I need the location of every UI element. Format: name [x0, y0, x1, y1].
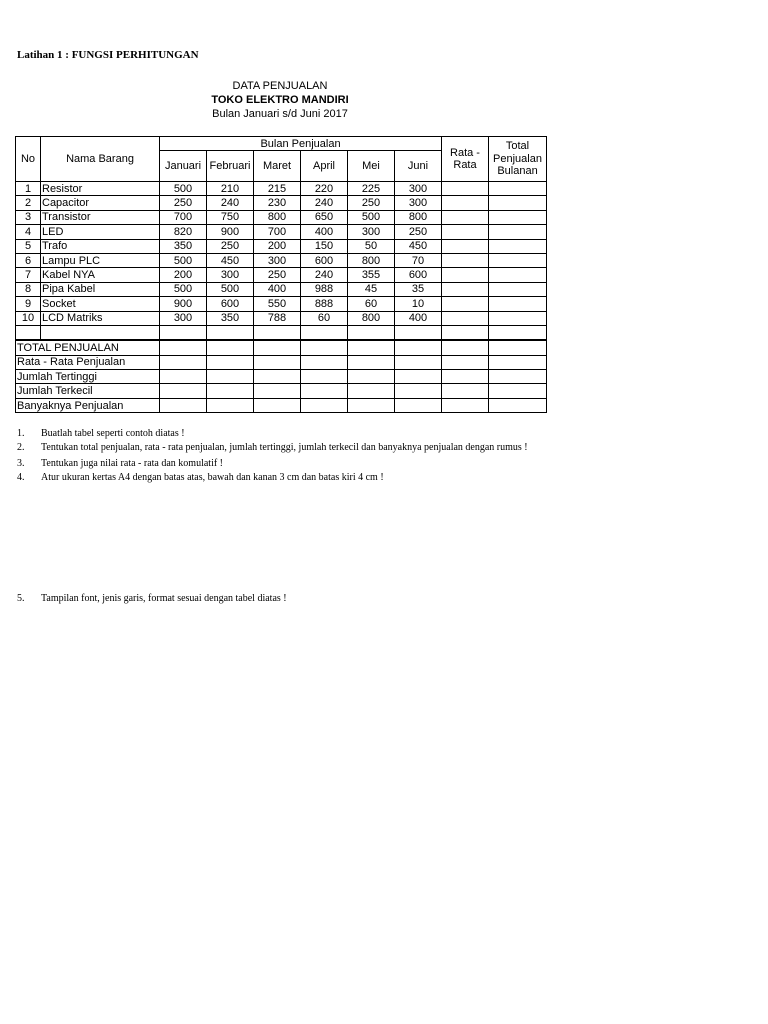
empty-cell: [489, 398, 547, 412]
summary-row: [16, 398, 547, 412]
empty-cell: [442, 340, 489, 355]
cell-nama-barang: Resistor: [41, 182, 160, 196]
header-month: Juni: [395, 151, 442, 182]
cell-sales-value: 400: [254, 282, 301, 296]
instruction-text: Tentukan juga nilai rata - rata dan komulatif !: [41, 458, 224, 469]
summary-label: Rata - Rata Penjualan: [16, 355, 160, 369]
empty-cell: [301, 355, 348, 369]
summary-label: TOTAL PENJUALAN: [16, 340, 160, 355]
cell-total: [489, 196, 547, 210]
summary-row: [16, 340, 547, 355]
title-line-2: TOKO ELEKTRO MANDIRI: [211, 94, 349, 106]
cell-sales-value: 400: [301, 225, 348, 239]
cell-sales-value: 800: [348, 253, 395, 267]
empty-cell: [254, 370, 301, 384]
cell-rata-rata: [442, 253, 489, 267]
cell-sales-value: 500: [207, 282, 254, 296]
cell-sales-value: 250: [254, 268, 301, 282]
empty-cell: [395, 398, 442, 412]
cell-sales-value: 250: [207, 239, 254, 253]
header-month: Februari: [207, 151, 254, 182]
cell-sales-value: 788: [254, 311, 301, 325]
cell-rata-rata: [442, 239, 489, 253]
empty-cell: [160, 384, 207, 398]
cell-total: [489, 210, 547, 224]
summary-row: [16, 384, 547, 398]
cell-sales-value: 888: [301, 297, 348, 311]
cell-no: 8: [16, 282, 41, 296]
cell-total: [489, 182, 547, 196]
cell-sales-value: 650: [301, 210, 348, 224]
cell-no: 1: [16, 182, 41, 196]
cell-nama-barang: LCD Matriks: [41, 311, 160, 325]
header-month: Januari: [160, 151, 207, 182]
empty-cell: [348, 325, 395, 340]
cell-sales-value: 60: [348, 297, 395, 311]
cell-sales-value: 700: [254, 225, 301, 239]
cell-sales-value: 240: [301, 268, 348, 282]
empty-cell: [207, 398, 254, 412]
cell-sales-value: 300: [160, 311, 207, 325]
empty-cell: [160, 398, 207, 412]
instruction-text: Buatlah tabel seperti contoh diatas !: [41, 428, 185, 439]
empty-cell: [489, 370, 547, 384]
cell-sales-value: 700: [160, 210, 207, 224]
table-row: [16, 268, 547, 282]
summary-label: Jumlah Terkecil: [16, 384, 160, 398]
cell-rata-rata: [442, 268, 489, 282]
summary-row: [16, 355, 547, 369]
header-no: No: [16, 137, 41, 182]
instruction-number: 4.: [17, 472, 25, 483]
cell-sales-value: 300: [348, 225, 395, 239]
empty-cell: [254, 325, 301, 340]
cell-sales-value: 988: [301, 282, 348, 296]
title-line-3: Bulan Januari s/d Juni 2017: [212, 108, 348, 120]
empty-cell: [348, 340, 395, 355]
empty-cell: [301, 370, 348, 384]
cell-total: [489, 239, 547, 253]
cell-sales-value: 800: [395, 210, 442, 224]
cell-no: 7: [16, 268, 41, 282]
instruction-text: Tentukan total penjualan, rata - rata penjualan, jumlah tertinggi, jumlah terkecil dan banyaknya penjualan dengan rumus !: [41, 442, 528, 453]
empty-cell: [395, 340, 442, 355]
cell-no: 6: [16, 253, 41, 267]
empty-cell: [301, 325, 348, 340]
cell-sales-value: 300: [395, 182, 442, 196]
cell-sales-value: 450: [395, 239, 442, 253]
empty-cell: [301, 384, 348, 398]
cell-sales-value: 500: [160, 282, 207, 296]
cell-nama-barang: Socket: [41, 297, 160, 311]
table-row: [16, 239, 547, 253]
cell-no: 3: [16, 210, 41, 224]
cell-sales-value: 215: [254, 182, 301, 196]
cell-sales-value: 600: [207, 297, 254, 311]
cell-no: 9: [16, 297, 41, 311]
empty-cell: [442, 398, 489, 412]
cell-nama-barang: Trafo: [41, 239, 160, 253]
empty-cell: [489, 355, 547, 369]
cell-nama-barang: Transistor: [41, 210, 160, 224]
summary-label: Jumlah Tertinggi: [16, 370, 160, 384]
instruction-number: 5.: [17, 593, 25, 604]
cell-sales-value: 800: [254, 210, 301, 224]
cell-sales-value: 210: [207, 182, 254, 196]
cell-nama-barang: Kabel NYA: [41, 268, 160, 282]
cell-sales-value: 60: [301, 311, 348, 325]
instruction-number: 3.: [17, 458, 25, 469]
cell-sales-value: 225: [348, 182, 395, 196]
cell-nama-barang: Pipa Kabel: [41, 282, 160, 296]
instruction-text: Atur ukuran kertas A4 dengan batas atas, bawah dan kanan 3 cm dan batas kiri 4 cm !: [41, 472, 384, 483]
empty-cell: [160, 325, 207, 340]
empty-cell: [254, 355, 301, 369]
cell-sales-value: 500: [348, 210, 395, 224]
cell-sales-value: 45: [348, 282, 395, 296]
empty-cell: [41, 325, 160, 340]
cell-rata-rata: [442, 311, 489, 325]
cell-nama-barang: Lampu PLC: [41, 253, 160, 267]
empty-cell: [395, 370, 442, 384]
empty-cell: [160, 340, 207, 355]
cell-no: 5: [16, 239, 41, 253]
cell-nama-barang: Capacitor: [41, 196, 160, 210]
cell-sales-value: 800: [348, 311, 395, 325]
blank-row: [16, 325, 547, 340]
report-title: [160, 79, 400, 121]
cell-sales-value: 300: [207, 268, 254, 282]
cell-sales-value: 35: [395, 282, 442, 296]
header-month: Maret: [254, 151, 301, 182]
instruction-text: Tampilan font, jenis garis, format sesuai dengan tabel diatas !: [41, 593, 287, 604]
empty-cell: [489, 384, 547, 398]
empty-cell: [160, 355, 207, 369]
cell-total: [489, 225, 547, 239]
cell-sales-value: 150: [301, 239, 348, 253]
table-row: [16, 210, 547, 224]
cell-sales-value: 70: [395, 253, 442, 267]
cell-sales-value: 240: [301, 196, 348, 210]
cell-rata-rata: [442, 182, 489, 196]
cell-sales-value: 250: [395, 225, 442, 239]
cell-sales-value: 600: [395, 268, 442, 282]
sales-table: [15, 136, 547, 413]
cell-sales-value: 10: [395, 297, 442, 311]
cell-sales-value: 250: [160, 196, 207, 210]
exercise-heading: Latihan 1 : FUNGSI PERHITUNGAN: [17, 49, 199, 61]
table-row: [16, 253, 547, 267]
empty-cell: [489, 325, 547, 340]
empty-cell: [301, 340, 348, 355]
table-row: [16, 311, 547, 325]
empty-cell: [348, 398, 395, 412]
cell-total: [489, 282, 547, 296]
empty-cell: [348, 355, 395, 369]
summary-label: Banyaknya Penjualan: [16, 398, 160, 412]
empty-cell: [207, 355, 254, 369]
cell-sales-value: 600: [301, 253, 348, 267]
cell-sales-value: 350: [160, 239, 207, 253]
header-rata-rata: Rata - Rata: [442, 137, 489, 182]
table-row: [16, 225, 547, 239]
empty-cell: [348, 370, 395, 384]
empty-cell: [442, 370, 489, 384]
empty-cell: [301, 398, 348, 412]
summary-row: [16, 370, 547, 384]
cell-total: [489, 311, 547, 325]
title-line-1: DATA PENJUALAN: [232, 80, 328, 92]
empty-cell: [207, 340, 254, 355]
empty-cell: [395, 355, 442, 369]
cell-sales-value: 200: [160, 268, 207, 282]
cell-sales-value: 350: [207, 311, 254, 325]
table-row: [16, 196, 547, 210]
header-nama-barang: Nama Barang: [41, 137, 160, 182]
cell-sales-value: 900: [160, 297, 207, 311]
cell-total: [489, 253, 547, 267]
cell-total: [489, 268, 547, 282]
table-row: [16, 282, 547, 296]
cell-no: 10: [16, 311, 41, 325]
header-month: Mei: [348, 151, 395, 182]
table-row: [16, 182, 547, 196]
instruction-number: 2.: [17, 442, 25, 453]
header-total-penjualan: Total Penjualan Bulanan: [489, 137, 547, 182]
empty-cell: [489, 340, 547, 355]
empty-cell: [254, 340, 301, 355]
empty-cell: [442, 355, 489, 369]
cell-sales-value: 220: [301, 182, 348, 196]
empty-cell: [395, 325, 442, 340]
cell-rata-rata: [442, 210, 489, 224]
cell-sales-value: 300: [254, 253, 301, 267]
cell-no: 2: [16, 196, 41, 210]
cell-sales-value: 230: [254, 196, 301, 210]
empty-cell: [207, 384, 254, 398]
cell-sales-value: 400: [395, 311, 442, 325]
empty-cell: [395, 384, 442, 398]
cell-rata-rata: [442, 297, 489, 311]
cell-nama-barang: LED: [41, 225, 160, 239]
cell-sales-value: 750: [207, 210, 254, 224]
empty-cell: [207, 370, 254, 384]
empty-cell: [442, 384, 489, 398]
cell-rata-rata: [442, 196, 489, 210]
empty-cell: [207, 325, 254, 340]
table-row: [16, 297, 547, 311]
cell-sales-value: 300: [395, 196, 442, 210]
empty-cell: [160, 370, 207, 384]
cell-sales-value: 900: [207, 225, 254, 239]
cell-sales-value: 820: [160, 225, 207, 239]
cell-sales-value: 450: [207, 253, 254, 267]
instruction-number: 1.: [17, 428, 25, 439]
cell-no: 4: [16, 225, 41, 239]
cell-rata-rata: [442, 225, 489, 239]
empty-cell: [16, 325, 41, 340]
cell-sales-value: 240: [207, 196, 254, 210]
cell-sales-value: 500: [160, 253, 207, 267]
table-header-row: [16, 137, 547, 151]
header-month: April: [301, 151, 348, 182]
empty-cell: [254, 384, 301, 398]
cell-sales-value: 250: [348, 196, 395, 210]
empty-cell: [254, 398, 301, 412]
cell-sales-value: 500: [160, 182, 207, 196]
cell-total: [489, 297, 547, 311]
header-bulan-penjualan: Bulan Penjualan: [160, 137, 442, 151]
cell-sales-value: 355: [348, 268, 395, 282]
cell-sales-value: 200: [254, 239, 301, 253]
empty-cell: [348, 384, 395, 398]
cell-rata-rata: [442, 282, 489, 296]
cell-sales-value: 550: [254, 297, 301, 311]
empty-cell: [442, 325, 489, 340]
cell-sales-value: 50: [348, 239, 395, 253]
